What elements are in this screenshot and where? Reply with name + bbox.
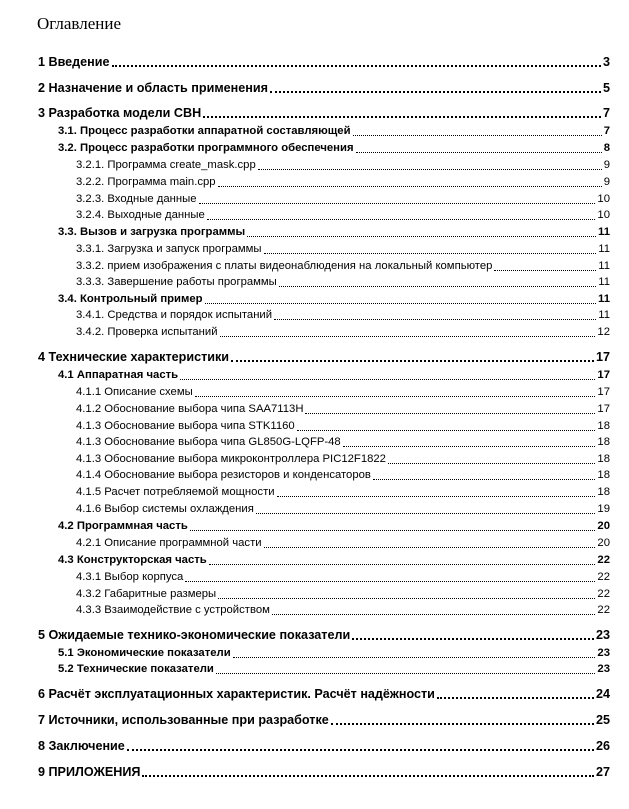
toc-entry[interactable] xyxy=(58,140,610,156)
toc-entry[interactable] xyxy=(76,434,610,450)
toc-entry-page: 20 xyxy=(597,537,610,549)
toc-entry[interactable] xyxy=(38,105,610,121)
dot-leader xyxy=(343,446,596,447)
dot-leader xyxy=(272,614,596,615)
toc-entry-title: 4.3.3 Взаимодействие с устройством xyxy=(76,604,270,616)
toc-entry-title: 3.2.2. Программа main.cpp xyxy=(76,176,216,188)
toc-entry-page: 17 xyxy=(597,403,610,415)
toc-entry-page: 17 xyxy=(597,369,610,381)
dot-leader xyxy=(305,413,595,414)
toc-entry[interactable] xyxy=(76,401,610,417)
toc-entry-page: 11 xyxy=(598,243,610,255)
toc-entry-title: 3.3.3. Завершение работы программы xyxy=(76,276,277,288)
dot-leader xyxy=(494,270,596,271)
toc-entry-page: 11 xyxy=(598,293,610,305)
dot-leader xyxy=(112,65,601,67)
dot-leader xyxy=(247,236,596,237)
toc-entry-page: 23 xyxy=(595,628,610,642)
toc-entry-title: 3.4.1. Средства и порядок испытаний xyxy=(76,309,273,321)
toc-entry[interactable] xyxy=(76,418,610,434)
dot-leader xyxy=(264,547,596,548)
toc-entry-page: 18 xyxy=(597,486,610,498)
dot-leader xyxy=(127,749,594,751)
toc-entry-page: 10 xyxy=(597,193,610,205)
toc-entry[interactable] xyxy=(76,602,610,618)
toc-entry[interactable] xyxy=(38,764,610,780)
toc-entry-page: 17 xyxy=(595,350,610,364)
toc-entry[interactable] xyxy=(76,467,610,483)
dot-leader xyxy=(297,430,596,431)
toc-entry-page: 3 xyxy=(602,55,610,69)
toc-entry-page: 19 xyxy=(597,503,610,515)
dot-leader xyxy=(195,396,596,397)
toc-entry-page: 12 xyxy=(597,326,610,338)
toc-entry-title: 1 Введение xyxy=(38,55,110,69)
dot-leader xyxy=(352,638,594,640)
toc-entry-title: 4.3.1 Выбор корпуса xyxy=(76,571,184,583)
toc-entry-title: 3 Разработка модели СВН xyxy=(38,106,202,120)
toc-entry[interactable] xyxy=(38,54,610,70)
toc-entry-title: 4.1.4 Обоснование выбора резисторов и конденсаторов xyxy=(76,469,371,481)
toc-entry-title: 4.1.3 Обоснование выбора микроконтроллера PIC12F1822 xyxy=(76,453,386,465)
toc-entry[interactable] xyxy=(58,645,610,661)
dot-leader xyxy=(190,530,596,531)
toc-entry[interactable] xyxy=(38,627,610,643)
toc-entry-page: 7 xyxy=(603,125,610,137)
toc-entry[interactable] xyxy=(38,80,610,96)
toc-entry[interactable] xyxy=(58,291,610,307)
toc-entry[interactable] xyxy=(76,569,610,585)
toc-entry-title: 6 Расчёт эксплуатационных характеристик. Расчёт надёжности xyxy=(38,687,435,701)
toc-entry-title: 4.1 Аппаратная часть xyxy=(58,369,179,381)
dot-leader xyxy=(264,253,597,254)
toc-entry-title: 4.3 Конструкторская часть xyxy=(58,554,207,566)
toc-entry-page: 22 xyxy=(597,604,610,616)
dot-leader xyxy=(331,723,594,725)
toc-entry-page: 11 xyxy=(598,260,610,272)
toc-entry-page: 20 xyxy=(597,520,610,532)
dot-leader xyxy=(258,169,602,170)
toc-entry-title: 3.3.1. Загрузка и запуск программы xyxy=(76,243,262,255)
toc-entry[interactable] xyxy=(38,712,610,728)
toc-entry-page: 5 xyxy=(602,81,610,95)
toc-entry-page: 17 xyxy=(597,386,610,398)
dot-leader xyxy=(220,336,596,337)
toc-entry[interactable] xyxy=(76,384,610,400)
toc-entry-page: 9 xyxy=(603,159,610,171)
dot-leader xyxy=(279,286,596,287)
toc-entry-title: 3.2.4. Выходные данные xyxy=(76,209,205,221)
dot-leader xyxy=(218,598,595,599)
toc-entry-title: 3.2.1. Программа create_mask.cpp xyxy=(76,159,256,171)
toc-entry-page: 18 xyxy=(597,436,610,448)
toc-entry-page: 23 xyxy=(597,647,610,659)
dot-leader xyxy=(356,152,602,153)
dot-leader xyxy=(216,673,596,674)
toc-entry[interactable] xyxy=(76,241,610,257)
toc-entry-page: 9 xyxy=(603,176,610,188)
dot-leader xyxy=(180,379,595,380)
toc-entry-title: 4.3.2 Габаритные размеры xyxy=(76,588,217,600)
dot-leader xyxy=(209,564,596,565)
toc-entry-title: 5 Ожидаемые технико-экономические показатели xyxy=(38,628,351,642)
toc-entry-page: 10 xyxy=(597,209,610,221)
toc-entry[interactable] xyxy=(76,174,610,190)
toc-entry[interactable] xyxy=(58,661,610,677)
toc-entry-page: 22 xyxy=(597,554,610,566)
toc-entry-page: 8 xyxy=(603,142,610,154)
dot-leader xyxy=(199,203,596,204)
toc-entry[interactable] xyxy=(76,535,610,551)
toc-entry-title: 4.1.2 Обоснование выбора чипа SAA7113H xyxy=(76,403,304,415)
toc-entry-page: 18 xyxy=(597,453,610,465)
toc-entry-page: 26 xyxy=(595,739,610,753)
toc-entry-title: 7 Источники, использованные при разработке xyxy=(38,713,329,727)
toc-entry-page: 27 xyxy=(595,765,610,779)
toc-entry-title: 3.3.2. прием изображения с платы видеонаблюдения на локальный компьютер xyxy=(76,260,493,272)
toc-entry-page: 11 xyxy=(598,276,610,288)
toc-entry-title: 4.1.1 Описание схемы xyxy=(76,386,193,398)
toc-entry[interactable] xyxy=(58,367,610,383)
toc-entry-title: 4 Технические характеристики xyxy=(38,350,230,364)
dot-leader xyxy=(142,775,594,777)
dot-leader xyxy=(218,186,602,187)
toc-entry[interactable] xyxy=(58,224,610,240)
toc-entry[interactable] xyxy=(76,586,610,602)
toc-entry-title: 2 Назначение и область применения xyxy=(38,81,268,95)
toc-entry-title: 4.1.3 Обоснование выбора чипа GL850G-LQFP-48 xyxy=(76,436,341,448)
toc-entry-page: 7 xyxy=(602,106,610,120)
dot-leader xyxy=(437,697,594,699)
toc-entry-title: 4.2.1 Описание программной части xyxy=(76,537,262,549)
dot-leader xyxy=(185,581,595,582)
toc-entry-title: 9 ПРИЛОЖЕНИЯ xyxy=(38,765,141,779)
toc-entry-page: 24 xyxy=(595,687,610,701)
dot-leader xyxy=(373,479,596,480)
toc-entry-title: 4.1.3 Обоснование выбора чипа STK1160 xyxy=(76,420,295,432)
dot-leader xyxy=(203,116,601,118)
toc-entry-page: 23 xyxy=(597,663,610,675)
toc-entry[interactable] xyxy=(76,324,610,340)
toc-entry-page: 11 xyxy=(598,309,610,321)
dot-leader xyxy=(207,219,596,220)
toc-entry-page: 11 xyxy=(598,226,610,238)
toc-entry-title: 4.2 Программная часть xyxy=(58,520,188,532)
toc-entry[interactable] xyxy=(58,552,610,568)
dot-leader xyxy=(277,496,596,497)
toc-entry[interactable] xyxy=(38,738,610,754)
toc-entry[interactable] xyxy=(76,258,610,274)
dot-leader xyxy=(270,91,601,93)
dot-leader xyxy=(388,463,595,464)
dot-leader xyxy=(205,303,597,304)
toc-entry[interactable] xyxy=(76,501,610,517)
toc-entry-page: 25 xyxy=(595,713,610,727)
toc-entry-title: 3.2. Процесс разработки программного обеспечения xyxy=(58,142,354,154)
toc-entry-title: 3.2.3. Входные данные xyxy=(76,193,197,205)
dot-leader xyxy=(231,360,594,362)
dot-leader xyxy=(274,319,596,320)
page-title: Оглавление xyxy=(37,14,121,33)
toc-entry-title: 3.3. Вызов и загрузка программы xyxy=(58,226,246,238)
dot-leader xyxy=(256,513,596,514)
toc-entry[interactable] xyxy=(38,349,610,365)
toc-entry[interactable] xyxy=(76,191,610,207)
toc-entry-title: 8 Заключение xyxy=(38,739,125,753)
dot-leader xyxy=(233,657,596,658)
toc-entry[interactable] xyxy=(58,123,610,139)
toc-entry-page: 22 xyxy=(597,588,610,600)
toc-entry[interactable] xyxy=(76,484,610,500)
toc-entry[interactable] xyxy=(76,451,610,467)
toc-entry-title: 5.2 Технические показатели xyxy=(58,663,214,675)
toc-entry[interactable] xyxy=(76,207,610,223)
toc-entry-title: 3.1. Процесс разработки аппаратной составляющей xyxy=(58,125,351,137)
dot-leader xyxy=(353,135,602,136)
toc-entry[interactable] xyxy=(76,307,610,323)
toc-entry-title: 5.1 Экономические показатели xyxy=(58,647,231,659)
toc-entry-title: 3.4. Контрольный пример xyxy=(58,293,203,305)
toc-entry-title: 4.1.5 Расчет потребляемой мощности xyxy=(76,486,275,498)
toc-entry-page: 18 xyxy=(597,469,610,481)
toc-entry-title: 3.4.2. Проверка испытаний xyxy=(76,326,218,338)
toc-entry-page: 22 xyxy=(597,571,610,583)
toc-entry[interactable] xyxy=(76,274,610,290)
toc-entry-title: 4.1.6 Выбор системы охлаждения xyxy=(76,503,254,515)
toc-entry[interactable] xyxy=(58,518,610,534)
toc-entry[interactable] xyxy=(76,157,610,173)
toc-entry-page: 18 xyxy=(597,420,610,432)
toc-entry[interactable] xyxy=(38,686,610,702)
